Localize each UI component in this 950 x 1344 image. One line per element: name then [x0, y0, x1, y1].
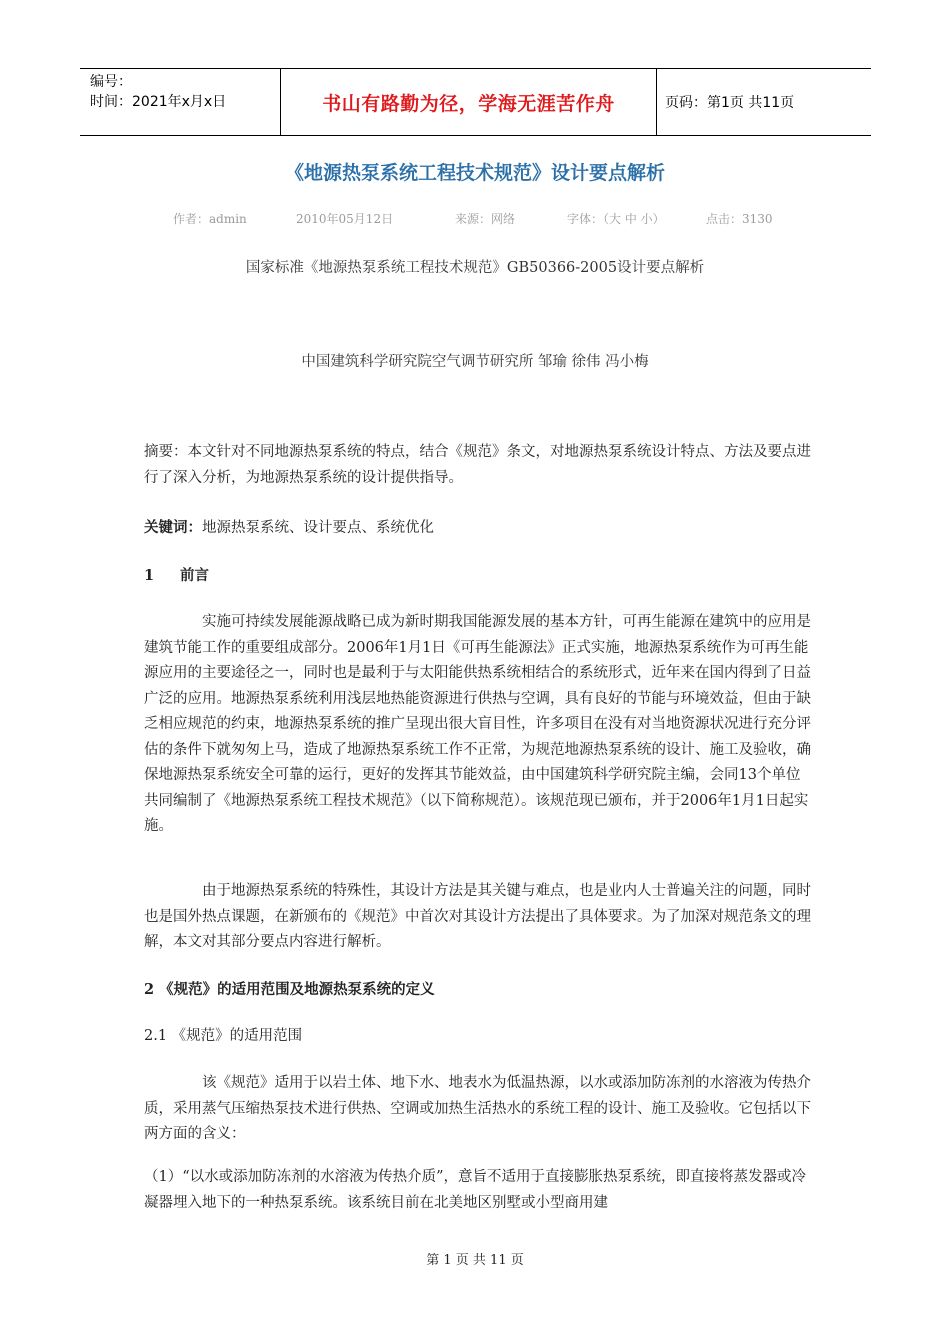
meta-author: 作者：admin [173, 212, 247, 226]
page-info: 页码：第1页 共11页 [665, 95, 795, 111]
keywords: 地源热泵系统、设计要点、系统优化 [202, 520, 434, 536]
section-2-1-heading: 2.1 《规范》的适用范围 [144, 1028, 303, 1044]
meta-source: 来源：网络 [455, 212, 516, 226]
time-label: 时间：2021年x月x日 [90, 94, 227, 110]
paragraph-2: 由于地源热泵系统的特殊性，其设计方法是其关键与难点，也是业内人士普遍关注的问题，同时也是国外热点课题，在新颁布的《规范》中首次对其设计方法提出了具体要求。为了加深对规范条文的理解，本文对其部分要点内容进行解析。 [144, 883, 811, 950]
document-header [80, 68, 871, 136]
page-footer: 第 1 页 共 11 页 [426, 1253, 524, 1268]
article-subtitle: 国家标准《地源热泵系统工程技术规范》GB50366-2005设计要点解析 [245, 260, 705, 276]
motto: 书山有路勤为径，学海无涯苦作舟 [281, 69, 657, 135]
article-title: 《地源热泵系统工程技术规范》设计要点解析 [284, 162, 665, 184]
meta-date: 2010年05月12日 [296, 212, 394, 226]
meta-font-size[interactable]: 字体：（大 中 小） [567, 212, 665, 226]
abstract: 摘要：本文针对不同地源热泵系统的特点，结合《规范》条文，对地源热泵系统设计特点、方法及要点进行了深入分析，为地源热泵系统的设计提供指导。 [144, 444, 811, 486]
keywords-line [144, 515, 814, 542]
section-2-heading: 2 《规范》的适用范围及地源热泵系统的定义 [144, 981, 435, 998]
paragraph-3: 该《规范》适用于以岩土体、地下水、地表水为低温热源，以水或添加防冻剂的水溶液为传热介质，采用蒸气压缩热泵技术进行供热、空调或加热生活热水的系统工程的设计、施工及验收。它包括以下两方面的含义： [144, 1075, 811, 1142]
section-1-title: 前言 [180, 567, 209, 584]
number-label: 编号： [90, 74, 132, 90]
paragraph-1: 实施可持续发展能源战略已成为新时期我国能源发展的基本方针，可再生能源在建筑中的应用是建筑节能工作的重要组成部分。2006年1月1日《可再生能源法》正式实施，地源热泵系统作为可再生能源应用的主要途径之一，同时也是最利于与太阳能供热系统相结合的系统形式，近年来在国内得到了日益广泛的应用。地源热泵系统利用浅层地热能资源进行供热与空调，具有良好的节能与环境效益，但由于缺乏相应规范的约束，地源热泵系统的推广呈现出很大盲目性，许多项目在没有对当地资源状况进行充分评估的条件下就匆匆上马，造成了地源热泵系统工作不正常，为规范地源热泵系统的设计、施工及验收，确保地源热泵系统安全可靠的运行，更好的发挥其节能效益，由中国建筑科学研究院主编，会同13个单位共同编制了《地源热泵系统工程技术规范》（以下简称规范）。该规范现已颁布，并于2006年1月1日起实施。 [144, 614, 811, 834]
keywords-label: 关键词： [144, 519, 202, 536]
section-1-heading [144, 563, 814, 589]
meta-clicks: 点击：3130 [706, 212, 773, 226]
article-authors: 中国建筑科学研究院空气调节研究所 邹瑜 徐伟 冯小梅 [301, 354, 649, 370]
header-left-cell [80, 69, 281, 135]
paragraph-4: （1）“以水或添加防冻剂的水溶液为传热介质”，意旨不适用于直接膨胀热泵系统，即直接将蒸发器或冷凝器埋入地下的一种热泵系统。该系统目前在北美地区别墅或小型商用建 [144, 1169, 807, 1211]
section-1-number: 1 [144, 567, 155, 584]
